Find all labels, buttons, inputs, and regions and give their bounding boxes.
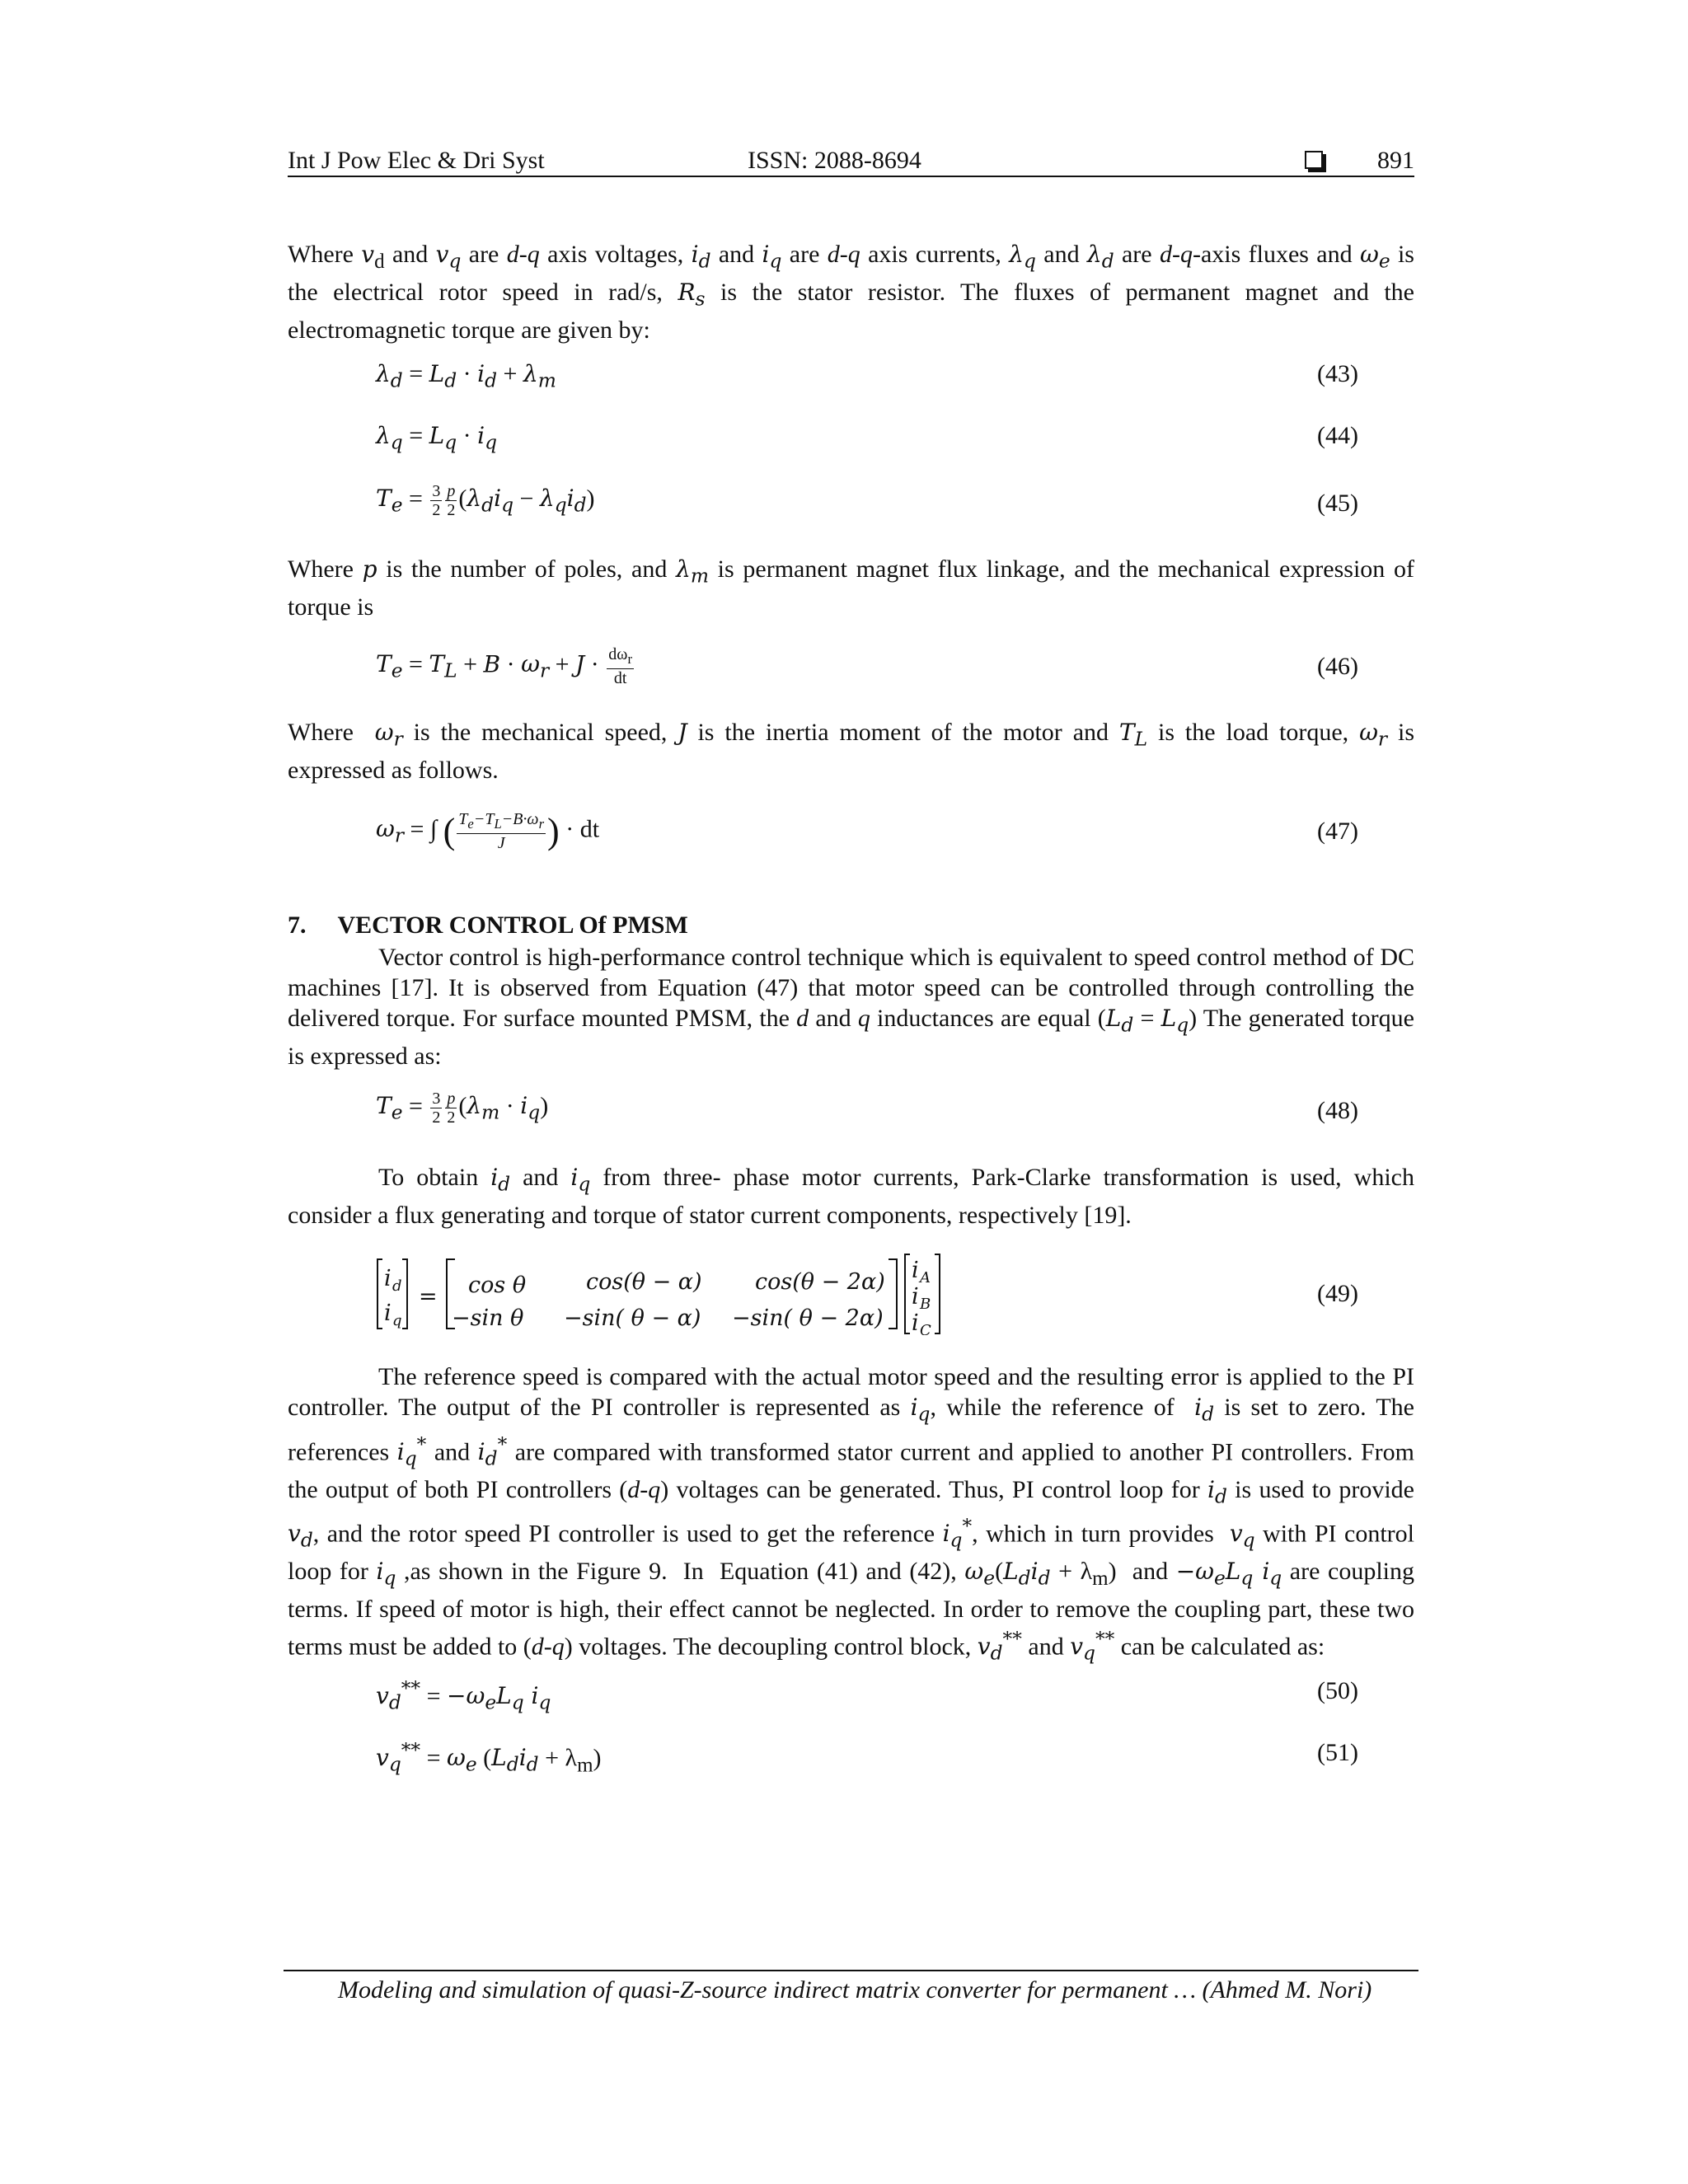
paragraph-mechanical-speed: Where $\omega_r$ is the mechanical speed, J is the inertia moment of the motor and $T_L$ is the load torque, $\omega_r$ is expressed as follows. <box>288 719 1414 784</box>
equation-number-49: (49) <box>1317 1280 1358 1307</box>
page-footer: Modeling and simulation of quasi-Z-source indirect matrix converter for permanent … (Ahmed M. Nori) <box>338 1976 1372 2004</box>
svg-text:−sin( θ − 2α): −sin( θ − 2α) <box>732 1305 884 1331</box>
svg-text:=: = <box>419 1284 438 1310</box>
svg-text:−sin θ: −sin θ <box>452 1305 524 1331</box>
svg-text:i: i <box>912 1258 919 1283</box>
page-header <box>288 147 1414 180</box>
equation-number-44: (44) <box>1317 422 1358 449</box>
svg-text:A: A <box>920 1269 931 1286</box>
paragraph-variables: Where $v_d$ and $v_q$ are d-q axis voltages, $i_d$ and $i_q$ are d-q axis currents, $\lambda_q$ and $\lambda_d$ are d-q-axis fluxes and $\omega_e$ is the electrical rotor speed in rad/s, $R_s$ is the stator resistor. The fluxes of permanent magnet and the electromagnetic torque are given by: <box>288 241 1414 344</box>
page-number: 891 <box>1377 147 1414 174</box>
svg-text:C: C <box>920 1322 931 1335</box>
svg-text:i: i <box>384 1301 392 1326</box>
paragraph-pi-controller: The reference speed is compared with the actual motor speed and the resulting error is applied to the PI controller. The output of the PI controller is represented as $i_q$, while the reference of $i_d$ is set to zero. The references $i_q^*$ and $i_d^*$ are compared with transformed stator current and applied to another PI controllers. From the output of both PI controllers (d-q) voltages can be generated. Thus, PI control loop for $i_d$ is used to provide $v_d$, and the rotor speed PI controller is used to get the reference $i_q^*$, which in turn provides $v_q$ with PI control loop for $i_q$ ,as shown in the Figure 9. In Equation (41) and (42), $\omega_e(L_di_d + \lambda_m)$ and $-\omega_eL_q$ $i_q$ are coupling terms. If speed of motor is high, their effect cannot be neglected. In order to remove the coupling part, these two terms must be added to (d-q) voltages. The decoupling control block, $v_d^{**}$ and $v_q^{**}$ can be calculated as: <box>288 1363 1415 1665</box>
equation-number-46: (46) <box>1317 653 1358 680</box>
svg-text:cos θ: cos θ <box>468 1272 527 1298</box>
equation-48: $T_e$ = $\frac{3}{2}$ $\frac{p}{2}$ $(\lambda_m \cdot i_q)$ <box>376 1090 549 1127</box>
svg-text:cos(θ − α): cos(θ − α) <box>586 1269 702 1295</box>
section-number: 7. <box>288 912 307 939</box>
equation-47: $\omega_r$ = ∫ ( $\frac{T_e-T_L-B\cdot\omega_r}{J}$ ) · dt <box>376 810 600 852</box>
square-bullet-icon <box>1305 151 1323 169</box>
section-heading <box>288 912 688 940</box>
equation-number-51: (51) <box>1317 1739 1358 1766</box>
equation-number-45: (45) <box>1317 490 1358 517</box>
equation-44: $\lambda_q = L_q \cdot i_q$ <box>376 422 498 454</box>
svg-text:i: i <box>912 1310 919 1335</box>
equation-49 <box>376 1253 969 1335</box>
equation-46: $T_e = T_L + B \cdot \omega_r + J$ · $\frac{d\omega_r}{dt}$ <box>376 645 632 687</box>
equation-50: $v_d^{**} = -\omega_eL_q$ $i_q$ <box>376 1677 551 1714</box>
journal-name: Int J Pow Elec & Dri Syst <box>288 147 545 174</box>
equation-number-48: (48) <box>1317 1097 1358 1124</box>
header-rule <box>288 176 1414 177</box>
paragraph-park-clarke: To obtain $i_d$ and $i_q$ from three- phase motor currents, Park-Clarke transformation is used, which consider a flux generating and torque of stator current components, respectively [19]. <box>288 1164 1414 1229</box>
footer-rule <box>284 1970 1418 1971</box>
svg-text:i: i <box>384 1266 392 1291</box>
equation-51: $v_q^{**} = \omega_e$ $(L_di_d + \lambda_m)$ <box>376 1739 602 1777</box>
svg-text:B: B <box>920 1296 931 1313</box>
equation-43: $\lambda_d = L_d \cdot i_d + \lambda_m$ <box>376 360 556 392</box>
equation-number-50: (50) <box>1317 1677 1358 1704</box>
svg-text:−sin( θ − α): −sin( θ − α) <box>564 1305 701 1331</box>
equation-number-43: (43) <box>1317 360 1358 387</box>
section-title: VECTOR CONTROL Of PMSM <box>337 912 688 939</box>
equation-45: $T_e$ = $\frac{3}{2}$ $\frac{p}{2}$ $(\lambda_di_q - \lambda_qi_d)$ <box>376 482 595 519</box>
svg-text:d: d <box>392 1277 402 1295</box>
issn: ISSN: 2088-8694 <box>748 147 921 174</box>
svg-text:q: q <box>392 1312 402 1329</box>
paragraph-poles: Where p is the number of poles, and $\lambda_m$ is permanent magnet flux linkage, and the mechanical expression of torque is <box>288 555 1415 621</box>
svg-text:i: i <box>912 1284 919 1310</box>
svg-text:cos(θ − 2α): cos(θ − 2α) <box>755 1269 885 1295</box>
paragraph-vector-control: Vector control is high-performance control technique which is equivalent to speed control method of DC machines [17]. It is observed from Equation (47) that motor speed can be controlled through controlling the delivered torque. For surface mounted PMSM, the d and q inductances are equal $(L_d = L_q)$ The generated torque is expressed as: <box>288 944 1414 1070</box>
equation-number-47: (47) <box>1317 818 1358 845</box>
